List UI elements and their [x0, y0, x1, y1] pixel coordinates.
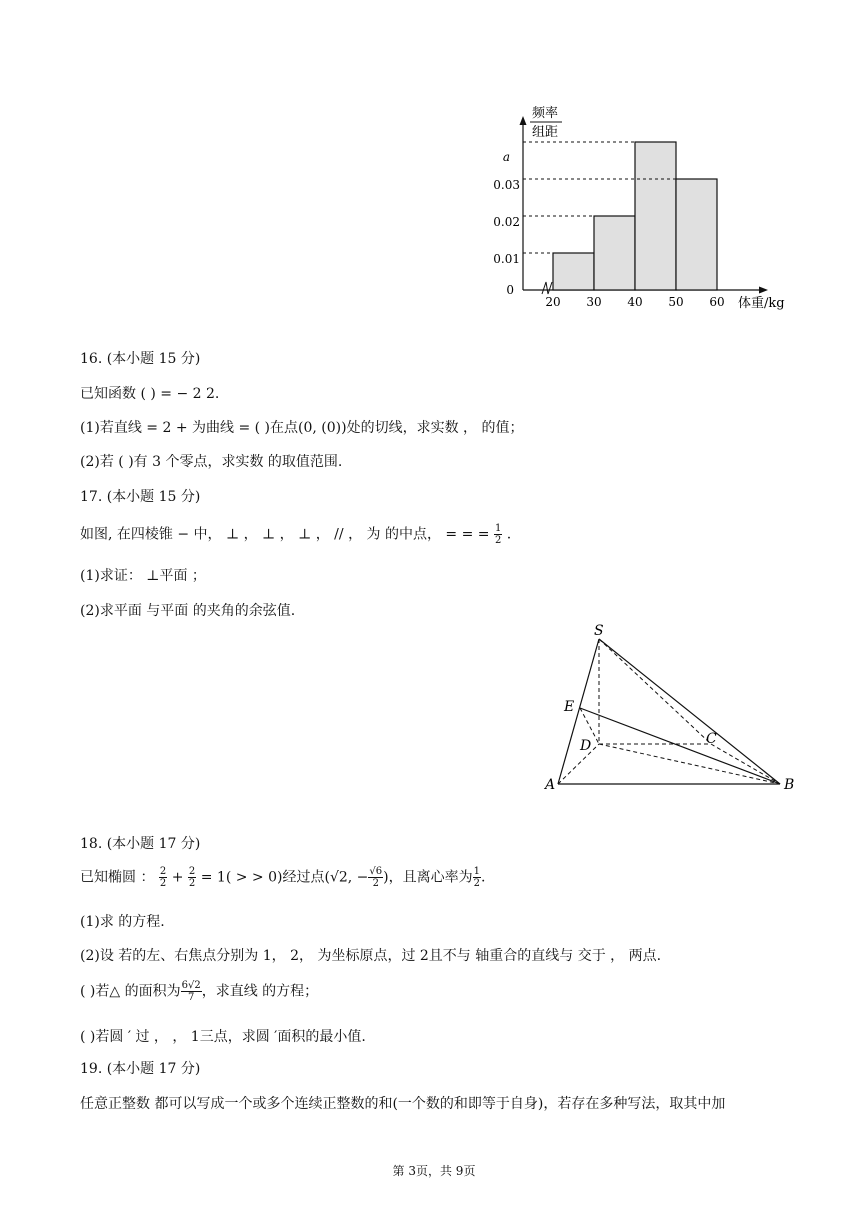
y-tick-002: 0.02 — [493, 215, 520, 229]
q17-stem-fraction — [494, 523, 502, 546]
q18-sub1-tail: ，求直线 的方程； — [201, 983, 319, 1000]
x-tick-40: 40 — [627, 295, 643, 309]
q17-stem-main: 如图, 在四棱锥 − 中， ⊥ ， ⊥ ， ⊥ ， // ， 为 的中点， = = = — [80, 526, 490, 543]
page-footer: 第 3页，共 9页 — [392, 1164, 476, 1178]
q19-title: 19. (本小题 17 分) — [80, 1061, 201, 1077]
q18-frac-x-num: 2 — [159, 866, 167, 877]
q17-part2: (2)求平面 与平面 的夹角的余弦值. — [80, 603, 296, 619]
q18-frac-x — [159, 866, 167, 889]
pyramid-figure — [540, 620, 800, 800]
q19-stem: 任意正整数 都可以写成一个或多个连续正整数的和(一个数的和即等于自身)，若存在多种写法，取其中加 — [80, 1096, 726, 1112]
q17-title: 17. (本小题 15 分) — [80, 489, 201, 505]
q18-stem-end: . — [480, 869, 486, 886]
y-tick-001: 0.01 — [493, 252, 520, 266]
q18-title: 18. (本小题 17 分) — [80, 836, 201, 852]
vertex-label-C: C — [706, 731, 717, 747]
q18-part2: (2)设 若的左、右焦点分别为 1， 2， 为坐标原点，过 2且不与 轴重合的直线与 交于 ， 两点. — [80, 948, 662, 964]
q18-stem — [80, 866, 485, 889]
vertex-label-B: B — [784, 777, 795, 793]
y-tick-003: 0.03 — [493, 178, 520, 192]
x-tick-50: 50 — [668, 295, 684, 309]
q16-part1: (1)若直线 = 2 + 为曲线 = ( )在点(0, (0))处的切线，求实数 ， 的值； — [80, 420, 524, 436]
q18-frac-ecc — [473, 866, 481, 889]
q18-frac-y-den: 2 — [188, 878, 196, 889]
q18-sub1-fraction — [181, 980, 202, 1003]
q18-frac-ecc-num: 1 — [473, 866, 480, 877]
q18-stem-mid: = 1( > > 0)经过点(√2, − — [200, 869, 369, 886]
x-tick-60: 60 — [709, 295, 725, 309]
q18-stem-lead: 已知椭圆 ： — [80, 869, 155, 886]
q17-stem-tail: . — [506, 526, 512, 543]
q18-frac-y — [188, 866, 196, 889]
q18-plus: + — [171, 869, 184, 886]
edge-EB — [580, 708, 780, 784]
y-axis-label-top: 频率 — [532, 106, 559, 121]
q16-part2: (2)若 ( )有 3 个零点，求实数 的取值范围. — [80, 454, 343, 470]
x-tick-30: 30 — [586, 295, 602, 309]
q18-sub2: ( )若圆 ′ 过 ， ， 1三点，求圆 ′面积的最小值. — [80, 1029, 366, 1045]
y-axis-arrow — [520, 116, 527, 125]
x-axis-label: 体重/kg — [738, 296, 785, 311]
q18-frac-ecc-den: 2 — [473, 878, 480, 889]
origin-label: 0 — [506, 283, 514, 297]
q18-part1: (1)求 的方程. — [80, 914, 165, 930]
edge-SC — [599, 639, 711, 744]
histogram-figure — [490, 100, 810, 315]
q18-sub1 — [80, 980, 318, 1003]
x-axis-arrow — [759, 287, 768, 294]
q16-stem: 已知函数 ( ) = − 2 2. — [80, 386, 220, 402]
y-axis-label-bottom: 组距 — [532, 125, 559, 140]
histogram-bar — [635, 142, 676, 290]
q18-frac-point-num: √6 — [369, 866, 383, 877]
q18-frac-x-den: 2 — [159, 878, 167, 889]
q18-sub1-lead: ( )若△ 的面积为 — [80, 983, 181, 1000]
y-tick-a: a — [502, 150, 510, 164]
histogram-bar — [594, 216, 635, 290]
q18-frac-y-num: 2 — [188, 866, 196, 877]
q17-frac-den: 2 — [494, 535, 502, 546]
vertex-label-S: S — [594, 623, 604, 639]
q17-stem — [80, 523, 511, 546]
edge-SB — [599, 639, 780, 784]
x-tick-20: 20 — [545, 295, 561, 309]
q16-title: 16. (本小题 15 分) — [80, 351, 201, 367]
q18-frac-point — [368, 866, 383, 889]
q17-frac-num: 1 — [494, 523, 502, 534]
q18-stem-mid2: )，且离心率为 — [383, 869, 473, 886]
axis-break-mark — [542, 282, 552, 294]
q18-frac-point-den: 2 — [372, 878, 379, 889]
vertex-label-A: A — [545, 777, 556, 793]
histogram-bar — [553, 253, 594, 290]
vertex-label-D: D — [580, 738, 592, 754]
q18-sub1-num: 6√2 — [181, 980, 201, 991]
vertex-label-E: E — [564, 699, 575, 715]
q18-sub1-den: 7 — [187, 992, 195, 1003]
q17-part1: (1)求证： ⊥平面 ； — [80, 568, 206, 584]
edge-CB — [711, 744, 780, 784]
histogram-bar — [676, 179, 717, 290]
